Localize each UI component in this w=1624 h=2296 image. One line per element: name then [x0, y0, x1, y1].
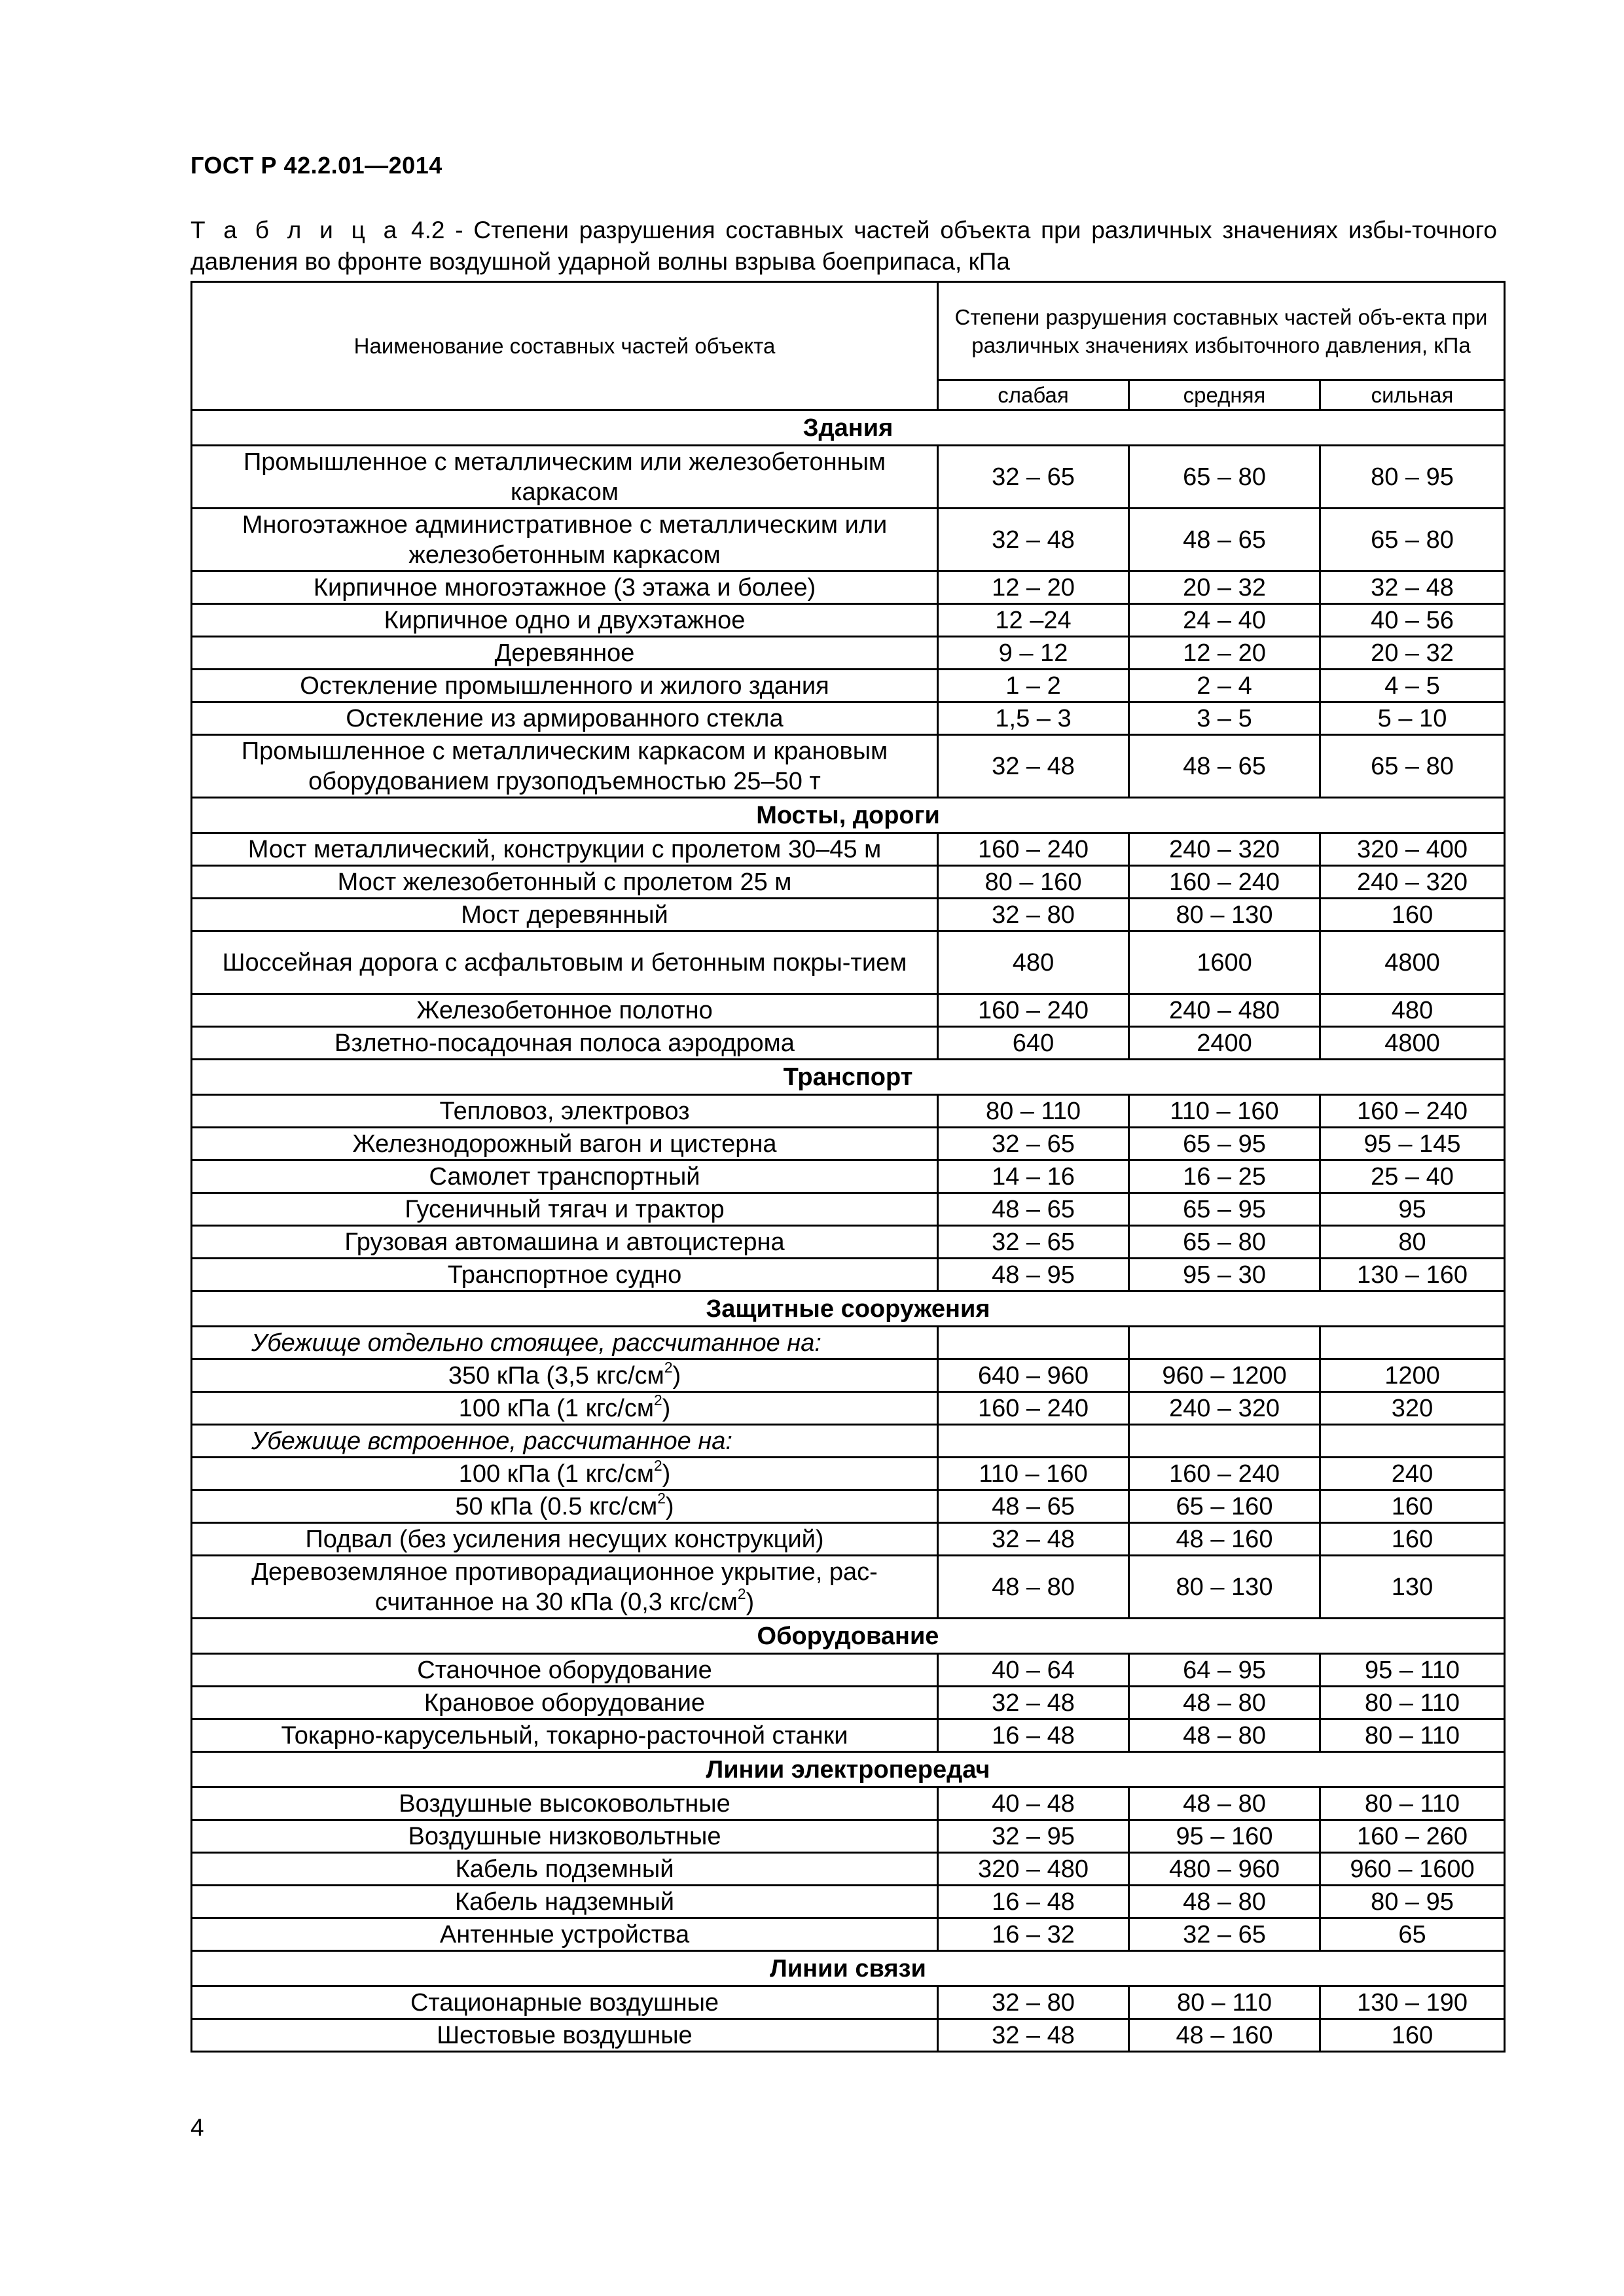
row-name-cell	[192, 1986, 938, 2019]
row-name-cell	[192, 994, 938, 1027]
row-name: Деревоземляное противорадиационное укрытие, рас-считанное на 30 кПа (0,3 кгс/см	[251, 1558, 878, 1616]
section-row	[192, 1291, 1505, 1327]
section-row	[192, 798, 1505, 833]
value-medium: 48 – 65	[1129, 735, 1320, 798]
row-name: Остекление из армированного стекла	[346, 704, 784, 732]
value-strong: 65 – 80	[1320, 735, 1505, 798]
table-row	[192, 1523, 1505, 1556]
value-weak: 32 – 65	[938, 446, 1129, 509]
value-strong: 4800	[1320, 1027, 1505, 1060]
row-name-cell	[192, 1160, 938, 1193]
value-medium: 110 – 160	[1129, 1095, 1320, 1128]
value-medium: 80 – 130	[1129, 899, 1320, 931]
table-row	[192, 670, 1505, 702]
row-name: Тепловоз, электровоз	[439, 1097, 690, 1125]
value-strong: 20 – 32	[1320, 637, 1505, 670]
table-row	[192, 1820, 1505, 1853]
table-row	[192, 1787, 1505, 1820]
value-weak: 16 – 48	[938, 1886, 1129, 1918]
table-row	[192, 931, 1505, 994]
value-strong	[1320, 1425, 1505, 1458]
value-weak: 110 – 160	[938, 1458, 1129, 1490]
value-medium: 160 – 240	[1129, 1458, 1320, 1490]
row-name-cell	[192, 1392, 938, 1425]
row-name: 100 кПа (1 кгс/см	[458, 1394, 654, 1422]
value-medium: 960 – 1200	[1129, 1359, 1320, 1392]
table-row	[192, 1425, 1505, 1458]
table-row	[192, 1327, 1505, 1359]
section-row	[192, 1060, 1505, 1095]
header-level-strong: сильная	[1320, 380, 1505, 410]
value-weak: 48 – 65	[938, 1193, 1129, 1226]
row-name: Стационарные воздушные	[410, 1988, 719, 2017]
value-strong: 65	[1320, 1918, 1505, 1951]
section-row	[192, 1752, 1505, 1787]
value-medium: 48 – 160	[1129, 1523, 1320, 1556]
row-name-cell	[192, 509, 938, 571]
document-code: ГОСТ Р 42.2.01—2014	[190, 152, 442, 179]
table-row	[192, 1160, 1505, 1193]
table-row	[192, 1853, 1505, 1886]
value-weak: 640 – 960	[938, 1359, 1129, 1392]
table-row	[192, 1654, 1505, 1687]
value-weak: 40 – 64	[938, 1654, 1129, 1687]
value-weak: 12 – 20	[938, 571, 1129, 604]
section-title: Линии электропередач	[192, 1752, 1505, 1787]
row-name: Антенные устройства	[439, 1920, 690, 1948]
row-name-cell	[192, 1425, 938, 1458]
value-weak: 80 – 160	[938, 866, 1129, 899]
table-row	[192, 637, 1505, 670]
row-name-cell	[192, 1226, 938, 1259]
row-name-superscript: 2	[664, 1359, 673, 1376]
value-strong: 95	[1320, 1193, 1505, 1226]
value-strong	[1320, 1327, 1505, 1359]
value-weak: 32 – 48	[938, 735, 1129, 798]
value-weak: 40 – 48	[938, 1787, 1129, 1820]
row-name-cell	[192, 1820, 938, 1853]
table-row	[192, 702, 1505, 735]
value-strong: 80 – 95	[1320, 1886, 1505, 1918]
table-row	[192, 833, 1505, 866]
row-name: Промышленное с металлическим каркасом и крановым оборудованием грузоподъемностью 25–50 т	[241, 737, 888, 795]
table-row	[192, 604, 1505, 637]
value-medium	[1129, 1425, 1320, 1458]
value-medium	[1129, 1327, 1320, 1359]
table-row	[192, 1687, 1505, 1719]
value-medium: 48 – 80	[1129, 1719, 1320, 1752]
value-weak: 1,5 – 3	[938, 702, 1129, 735]
value-strong: 130	[1320, 1556, 1505, 1619]
value-strong: 320 – 400	[1320, 833, 1505, 866]
value-weak: 32 – 48	[938, 2019, 1129, 2052]
row-name-cell	[192, 1918, 938, 1951]
header-level-weak: слабая	[938, 380, 1129, 410]
row-name-cell	[192, 571, 938, 604]
table-row	[192, 1719, 1505, 1752]
value-medium: 24 – 40	[1129, 604, 1320, 637]
value-strong: 240	[1320, 1458, 1505, 1490]
value-strong: 80 – 110	[1320, 1719, 1505, 1752]
row-name: Воздушные низковольтные	[408, 1822, 721, 1850]
row-name-cell	[192, 1719, 938, 1752]
value-weak: 16 – 48	[938, 1719, 1129, 1752]
section-title: Оборудование	[192, 1619, 1505, 1654]
row-name-cell	[192, 1259, 938, 1291]
value-strong: 240 – 320	[1320, 866, 1505, 899]
table-row	[192, 1359, 1505, 1392]
header-group-cell: Степени разрушения составных частей объ-екта при различных значениях избыточного давления, кПа	[938, 282, 1505, 380]
value-weak: 32 – 48	[938, 1687, 1129, 1719]
row-name: Станочное оборудование	[417, 1656, 712, 1684]
value-strong: 480	[1320, 994, 1505, 1027]
row-name-cell	[192, 1327, 938, 1359]
row-name-superscript: 2	[737, 1585, 746, 1602]
row-name: Кабель подземный	[455, 1855, 674, 1883]
value-weak: 640	[938, 1027, 1129, 1060]
table-row	[192, 2019, 1505, 2052]
row-name-cell	[192, 670, 938, 702]
table-row	[192, 1193, 1505, 1226]
row-name-cell	[192, 931, 938, 994]
value-weak: 80 – 110	[938, 1095, 1129, 1128]
value-medium: 65 – 160	[1129, 1490, 1320, 1523]
value-strong: 130 – 190	[1320, 1986, 1505, 2019]
row-name: Деревянное	[494, 639, 635, 667]
value-medium: 12 – 20	[1129, 637, 1320, 670]
row-name: Гусеничный тягач и трактор	[405, 1195, 725, 1223]
row-name: Самолет транспортный	[429, 1162, 700, 1191]
row-name: Железобетонное полотно	[416, 996, 713, 1024]
value-medium: 16 – 25	[1129, 1160, 1320, 1193]
table-row	[192, 1556, 1505, 1619]
value-medium: 2 – 4	[1129, 670, 1320, 702]
value-weak: 32 – 95	[938, 1820, 1129, 1853]
section-row	[192, 1619, 1505, 1654]
value-weak: 9 – 12	[938, 637, 1129, 670]
row-name: Кирпичное многоэтажное (3 этажа и более)	[313, 573, 816, 601]
value-weak: 12 –24	[938, 604, 1129, 637]
value-medium: 2400	[1129, 1027, 1320, 1060]
value-strong: 160	[1320, 1523, 1505, 1556]
row-name-cell	[192, 1359, 938, 1392]
value-strong: 95 – 110	[1320, 1654, 1505, 1687]
row-name: Убежище встроенное, рассчитанное на:	[251, 1427, 732, 1455]
value-weak: 160 – 240	[938, 833, 1129, 866]
row-name-tail: )	[746, 1588, 755, 1616]
value-strong: 80 – 110	[1320, 1687, 1505, 1719]
table-row	[192, 1886, 1505, 1918]
row-name-cell	[192, 1128, 938, 1160]
row-name: Кирпичное одно и двухэтажное	[384, 606, 746, 634]
value-weak: 48 – 80	[938, 1556, 1129, 1619]
table-row	[192, 1259, 1505, 1291]
value-strong: 25 – 40	[1320, 1160, 1505, 1193]
row-name: Мост железобетонный с пролетом 25 м	[337, 868, 792, 896]
row-name-cell	[192, 604, 938, 637]
value-medium: 240 – 320	[1129, 833, 1320, 866]
row-name-tail: )	[662, 1394, 671, 1422]
value-medium: 48 – 80	[1129, 1787, 1320, 1820]
value-medium: 65 – 80	[1129, 446, 1320, 509]
value-weak	[938, 1327, 1129, 1359]
row-name-cell	[192, 1490, 938, 1523]
row-name: Взлетно-посадочная полоса аэродрома	[334, 1029, 795, 1057]
row-name-cell	[192, 1556, 938, 1619]
value-weak: 32 – 65	[938, 1128, 1129, 1160]
value-medium: 48 – 80	[1129, 1687, 1320, 1719]
value-strong: 960 – 1600	[1320, 1853, 1505, 1886]
value-medium: 80 – 110	[1129, 1986, 1320, 2019]
row-name: Многоэтажное административное с металлическим или железобетонным каркасом	[242, 511, 888, 569]
row-name: 100 кПа (1 кгс/см	[458, 1460, 654, 1488]
row-name-cell	[192, 1787, 938, 1820]
row-name-tail: )	[672, 1361, 681, 1390]
row-name-cell	[192, 1193, 938, 1226]
row-name: Мост деревянный	[461, 901, 668, 929]
value-weak: 32 – 65	[938, 1226, 1129, 1259]
section-title: Защитные сооружения	[192, 1291, 1505, 1327]
value-weak: 48 – 65	[938, 1490, 1129, 1523]
row-name-cell	[192, 735, 938, 798]
row-name: Остекление промышленного и жилого здания	[300, 672, 829, 700]
table-row	[192, 994, 1505, 1027]
row-name-cell	[192, 1886, 938, 1918]
row-name-superscript: 2	[653, 1457, 662, 1474]
row-name: 350 кПа (3,5 кгс/см	[448, 1361, 664, 1390]
row-name: Грузовая автомашина и автоцистерна	[344, 1228, 785, 1256]
section-title: Линии связи	[192, 1951, 1505, 1986]
value-weak	[938, 1425, 1129, 1458]
table-row	[192, 446, 1505, 509]
header-level-medium: средняя	[1129, 380, 1320, 410]
section-row	[192, 410, 1505, 446]
row-name-cell	[192, 637, 938, 670]
table-row	[192, 1458, 1505, 1490]
value-medium: 65 – 95	[1129, 1193, 1320, 1226]
value-medium: 160 – 240	[1129, 866, 1320, 899]
table-row	[192, 1027, 1505, 1060]
value-strong: 32 – 48	[1320, 571, 1505, 604]
table-row	[192, 1490, 1505, 1523]
value-strong: 80 – 95	[1320, 446, 1505, 509]
value-weak: 16 – 32	[938, 1918, 1129, 1951]
table-row	[192, 571, 1505, 604]
row-name: 50 кПа (0.5 кгс/см	[455, 1492, 658, 1520]
table-row	[192, 1986, 1505, 2019]
value-weak: 160 – 240	[938, 1392, 1129, 1425]
value-strong: 160	[1320, 2019, 1505, 2052]
row-name-superscript: 2	[657, 1490, 666, 1507]
row-name: Воздушные высоковольтные	[399, 1789, 731, 1818]
header-name-cell: Наименование составных частей объекта	[192, 282, 938, 410]
value-medium: 65 – 80	[1129, 1226, 1320, 1259]
value-medium: 64 – 95	[1129, 1654, 1320, 1687]
row-name-cell	[192, 1095, 938, 1128]
table-row	[192, 735, 1505, 798]
value-medium: 1600	[1129, 931, 1320, 994]
row-name-cell	[192, 2019, 938, 2052]
row-name-superscript: 2	[653, 1391, 662, 1408]
row-name-cell	[192, 1853, 938, 1886]
row-name-cell	[192, 1687, 938, 1719]
value-strong: 160	[1320, 899, 1505, 931]
table-row	[192, 509, 1505, 571]
value-weak: 48 – 95	[938, 1259, 1129, 1291]
table-caption	[190, 215, 1497, 278]
row-name-cell	[192, 446, 938, 509]
value-strong: 4800	[1320, 931, 1505, 994]
row-name: Подвал (без усиления несущих конструкций)	[305, 1525, 824, 1553]
row-name-cell	[192, 1458, 938, 1490]
value-strong: 1200	[1320, 1359, 1505, 1392]
section-title: Мосты, дороги	[192, 798, 1505, 833]
row-name: Шоссейная дорога с асфальтовым и бетонным покры-тием	[222, 948, 907, 977]
value-weak: 480	[938, 931, 1129, 994]
value-medium: 48 – 80	[1129, 1886, 1320, 1918]
table-caption-label: Т а б л и ц а	[190, 217, 401, 243]
value-weak: 320 – 480	[938, 1853, 1129, 1886]
row-name: Токарно-карусельный, токарно-расточной станки	[281, 1721, 848, 1749]
row-name-tail: )	[662, 1460, 671, 1488]
value-strong: 95 – 145	[1320, 1128, 1505, 1160]
row-name: Убежище отдельно стоящее, рассчитанное на:	[251, 1329, 821, 1357]
row-name: Транспортное судно	[447, 1261, 682, 1289]
table-body	[192, 410, 1505, 2052]
value-medium: 480 – 960	[1129, 1853, 1320, 1886]
table-row	[192, 1095, 1505, 1128]
row-name: Шестовые воздушные	[437, 2021, 693, 2049]
section-row	[192, 1951, 1505, 1986]
table-row	[192, 1392, 1505, 1425]
value-medium: 48 – 65	[1129, 509, 1320, 571]
section-title: Транспорт	[192, 1060, 1505, 1095]
destruction-table	[190, 281, 1506, 2053]
row-name: Железнодорожный вагон и цистерна	[352, 1130, 777, 1158]
value-strong: 160	[1320, 1490, 1505, 1523]
value-medium: 48 – 160	[1129, 2019, 1320, 2052]
row-name-cell	[192, 1654, 938, 1687]
table-row	[192, 899, 1505, 931]
section-title: Здания	[192, 410, 1505, 446]
row-name-cell	[192, 702, 938, 735]
value-strong: 130 – 160	[1320, 1259, 1505, 1291]
value-weak: 32 – 80	[938, 1986, 1129, 2019]
value-medium: 95 – 160	[1129, 1820, 1320, 1853]
row-name-cell	[192, 899, 938, 931]
value-medium: 80 – 130	[1129, 1556, 1320, 1619]
value-weak: 32 – 48	[938, 1523, 1129, 1556]
value-weak: 14 – 16	[938, 1160, 1129, 1193]
row-name-cell	[192, 833, 938, 866]
row-name-cell	[192, 1027, 938, 1060]
value-weak: 160 – 240	[938, 994, 1129, 1027]
row-name: Мост металлический, конструкции с пролетом 30–45 м	[247, 835, 882, 863]
row-name: Крановое оборудование	[424, 1689, 706, 1717]
value-medium: 20 – 32	[1129, 571, 1320, 604]
row-name: Промышленное с металлическим или железобетонным каркасом	[243, 448, 886, 506]
value-medium: 32 – 65	[1129, 1918, 1320, 1951]
value-medium: 3 – 5	[1129, 702, 1320, 735]
value-weak: 32 – 80	[938, 899, 1129, 931]
table-row	[192, 1918, 1505, 1951]
table-row	[192, 866, 1505, 899]
value-strong: 65 – 80	[1320, 509, 1505, 571]
value-strong: 5 – 10	[1320, 702, 1505, 735]
value-strong: 40 – 56	[1320, 604, 1505, 637]
value-medium: 240 – 480	[1129, 994, 1320, 1027]
row-name: Кабель надземный	[454, 1888, 675, 1916]
value-weak: 1 – 2	[938, 670, 1129, 702]
table-row	[192, 1226, 1505, 1259]
page-number: 4	[190, 2114, 204, 2141]
value-medium: 240 – 320	[1129, 1392, 1320, 1425]
value-medium: 65 – 95	[1129, 1128, 1320, 1160]
table-caption-text: 4.2 - Степени разрушения составных частей объекта при различных значениях избы-точного давления во фронте воздушной ударной волны взрыва боеприпаса, кПа	[190, 217, 1498, 275]
row-name-cell	[192, 866, 938, 899]
value-strong: 320	[1320, 1392, 1505, 1425]
table-row	[192, 1128, 1505, 1160]
value-weak: 32 – 48	[938, 509, 1129, 571]
row-name-cell	[192, 1523, 938, 1556]
value-strong: 160 – 260	[1320, 1820, 1505, 1853]
value-strong: 4 – 5	[1320, 670, 1505, 702]
value-strong: 80	[1320, 1226, 1505, 1259]
value-strong: 80 – 110	[1320, 1787, 1505, 1820]
value-strong: 160 – 240	[1320, 1095, 1505, 1128]
row-name-tail: )	[665, 1492, 674, 1520]
value-medium: 95 – 30	[1129, 1259, 1320, 1291]
